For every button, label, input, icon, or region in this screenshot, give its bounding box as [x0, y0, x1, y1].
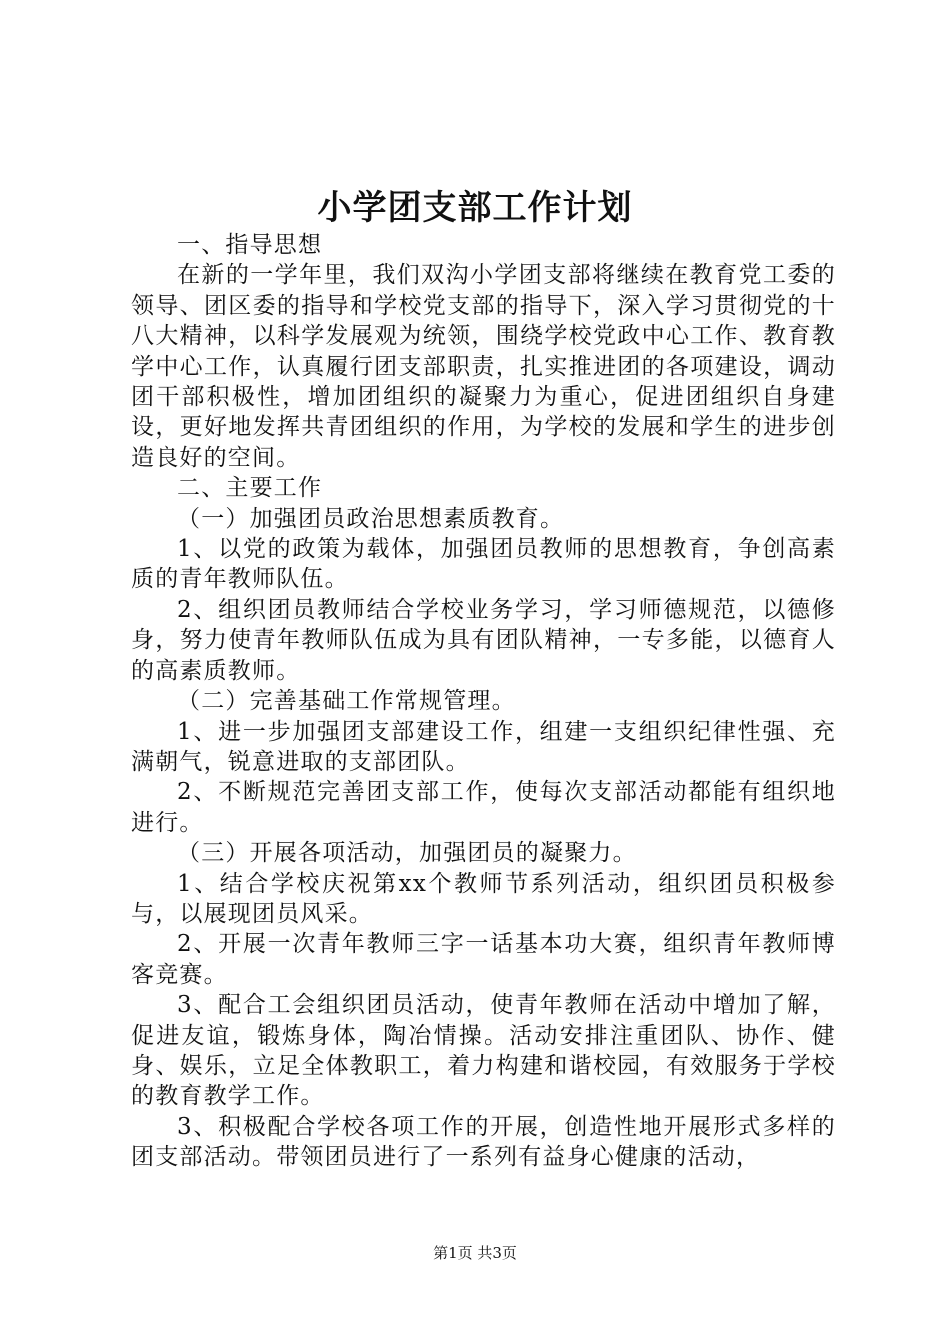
subheading-activities: （三）开展各项活动，加强团员的凝聚力。 [177, 840, 637, 867]
document-title: 小学团支部工作计划 [317, 188, 633, 228]
subheading-routine-management: （二）完善基础工作常规管理。 [177, 688, 516, 715]
list-item: 2、组织团员教师结合学校业务学习，学习师德规范，以德修身，努力使青年教师队伍成为具有团队精神，一专多能，以德育人的高素质教师。 [131, 596, 836, 684]
list-item: 3、积极配合学校各项工作的开展，创造性地开展形式多样的团支部活动。带领团员进行了一系列有益身心健康的活动， [131, 1113, 836, 1171]
document-body [131, 230, 836, 1173]
page-footer: 第1页 共3页 [433, 1244, 517, 1262]
paragraph-guiding-ideology: 在新的一学年里，我们双沟小学团支部将继续在教育党工委的领导、团区委的指导和学校党支部的指导下，深入学习贯彻党的十八大精神，以科学发展观为统领，围绕学校党政中心工作、教育教学中心工作，认真履行团支部职责，扎实推进团的各项建设，调动团干部积极性，增加团组织的凝聚力为重心，促进团组织自身建设，更好地发挥共青团组织的作用，为学校的发展和学生的进步创造良好的空间。 [131, 262, 836, 471]
list-item: 1、以党的政策为载体，加强团员教师的思想教育，争创高素质的青年教师队伍。 [131, 536, 836, 593]
list-item: 1、结合学校庆祝第xx个教师节系列活动，组织团员积极参与，以展现团员风采。 [131, 870, 836, 927]
list-item: 1、进一步加强团支部建设工作，组建一支组织纪律性强、充满朝气，锐意进取的支部团队。 [131, 718, 836, 775]
heading-main-work: 二、主要工作 [177, 475, 323, 502]
subheading-political-education: （一）加强团员政治思想素质教育。 [177, 505, 565, 532]
heading-guiding-ideology: 一、指导思想 [177, 232, 323, 258]
list-item: 2、开展一次青年教师三字一话基本功大赛，组织青年教师博客竞赛。 [131, 931, 836, 988]
list-item: 3、配合工会组织团员活动，使青年教师在活动中增加了解，促进友谊，锻炼身体，陶冶情操。活动安排注重团队、协作、健身、娱乐，立足全体教职工，着力构建和谐校园，有效服务于学校的教育教学工作。 [131, 992, 836, 1110]
list-item: 2、不断规范完善团支部工作，使每次支部活动都能有组织地进行。 [131, 779, 836, 836]
